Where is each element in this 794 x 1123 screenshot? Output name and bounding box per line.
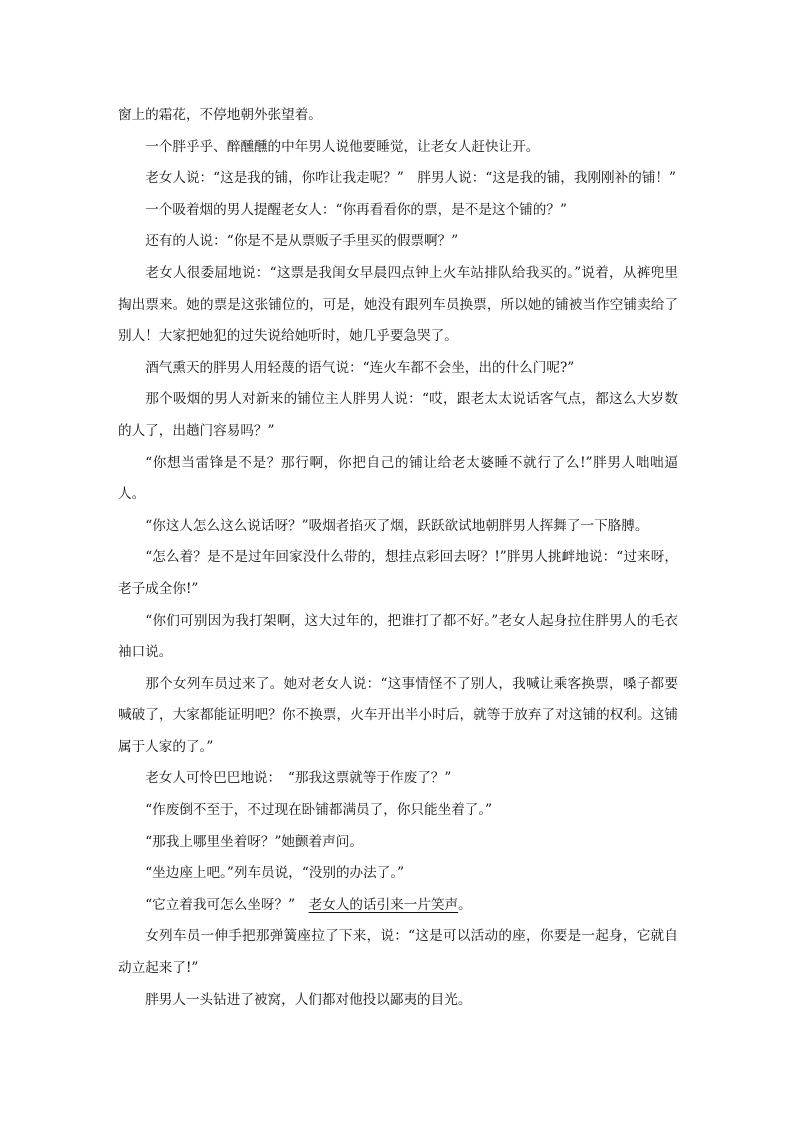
paragraph: 一个胖乎乎、醉醺醺的中年男人说他要睡觉，让老女人赶快让开。 xyxy=(145,138,540,155)
paragraph: “你们可别因为我打架啊，这大过年的，把谁打了都不好。”老女人起身拉住胖男人的毛衣袖口说。 xyxy=(118,612,678,661)
attendant-sentence-end: 自动立起来了!” xyxy=(118,928,678,977)
paragraph: 酒气熏天的胖男人用轻蔑的语气说：“连火车都不会坐，出的什么门呢?” xyxy=(145,359,575,376)
paragraph: 那个女列车员过来了。她对老女人说：“这事情怪不了别人，我喊让乘客换票，嗓子都要喊破了，大家都能证明吧？你不换票，火车开出半小时后，就等于放弃了对这铺的权利。这铺属于人家的了。” xyxy=(118,675,678,755)
period: 。 xyxy=(458,896,472,913)
paragraph: 老女人很委屈地说：“这票是我闺女早晨四点钟上火车站排队给我买的。”说着，从裤兜里掏出票来。她的票是这张铺位的，可是，她没有跟列车员换票，所以她的铺被当作空铺卖给了别人！大家把她犯的过失说给她听时，她几乎要急哭了。 xyxy=(118,264,678,345)
paragraph xyxy=(118,921,678,984)
paragraph: 老女人说：“这是我的铺，你咋让我走呢？” 胖男人说：“这是我的铺，我刚刚补的铺！” xyxy=(145,170,676,187)
paragraph: “怎么着？是不是过年回家没什么带的，想挂点彩回去呀？!”胖男人挑衅地说：“过来呀，老子成全你!” xyxy=(118,549,678,597)
quote-text: “它立着我可怎么坐呀？” xyxy=(145,896,309,913)
paragraph: “坐边座上吧。”列车员说，“没别的办法了。” xyxy=(145,865,405,882)
paragraph: 一个吸着烟的男人提醒老女人：“你再看看你的票，是不是这个铺的？” xyxy=(145,201,567,218)
paragraph: 胖男人一头钻进了被窝，人们都对他投以鄙夷的目光。 xyxy=(145,991,472,1008)
paragraph: 那个吸烟的男人对新来的铺位主人胖男人说：“哎，跟老太太说话客气点，都这么大岁数的人了，出趟门容易吗？” xyxy=(118,391,678,439)
paragraph: 老女人可怜巴巴地说： “那我这票就等于作废了？” xyxy=(145,770,452,787)
document-page xyxy=(118,100,678,1016)
paragraph: “作废倒不至于，不过现在卧铺都满员了，你只能坐着了。” xyxy=(145,802,493,819)
paragraph: 还有的人说：“你是不是从票贩子手里买的假票啊？” xyxy=(145,233,459,250)
paragraph: 窗上的霜花，不停地朝外张望着。 xyxy=(118,107,322,123)
attendant-sentence: 女列车员一伸手把那弹簧座拉了下来，说：“这是可以活动的座，你要是一起身，它就 xyxy=(145,928,665,945)
underlined-sentence: 老女人的话引来一片笑声 xyxy=(308,896,459,913)
paragraph: “那我上哪里坐着呀？”她颤着声问。 xyxy=(145,833,363,850)
paragraph: “你想当雷锋是不是？那行啊，你把自己的铺让给老太婆睡不就行了么!”胖男人咄咄逼人。 xyxy=(118,454,678,503)
paragraph: “你这人怎么这么说话呀？”吸烟者掐灭了烟，跃跃欲试地朝胖男人挥舞了一下胳膊。 xyxy=(145,517,649,534)
paragraph-underlined xyxy=(118,890,678,922)
